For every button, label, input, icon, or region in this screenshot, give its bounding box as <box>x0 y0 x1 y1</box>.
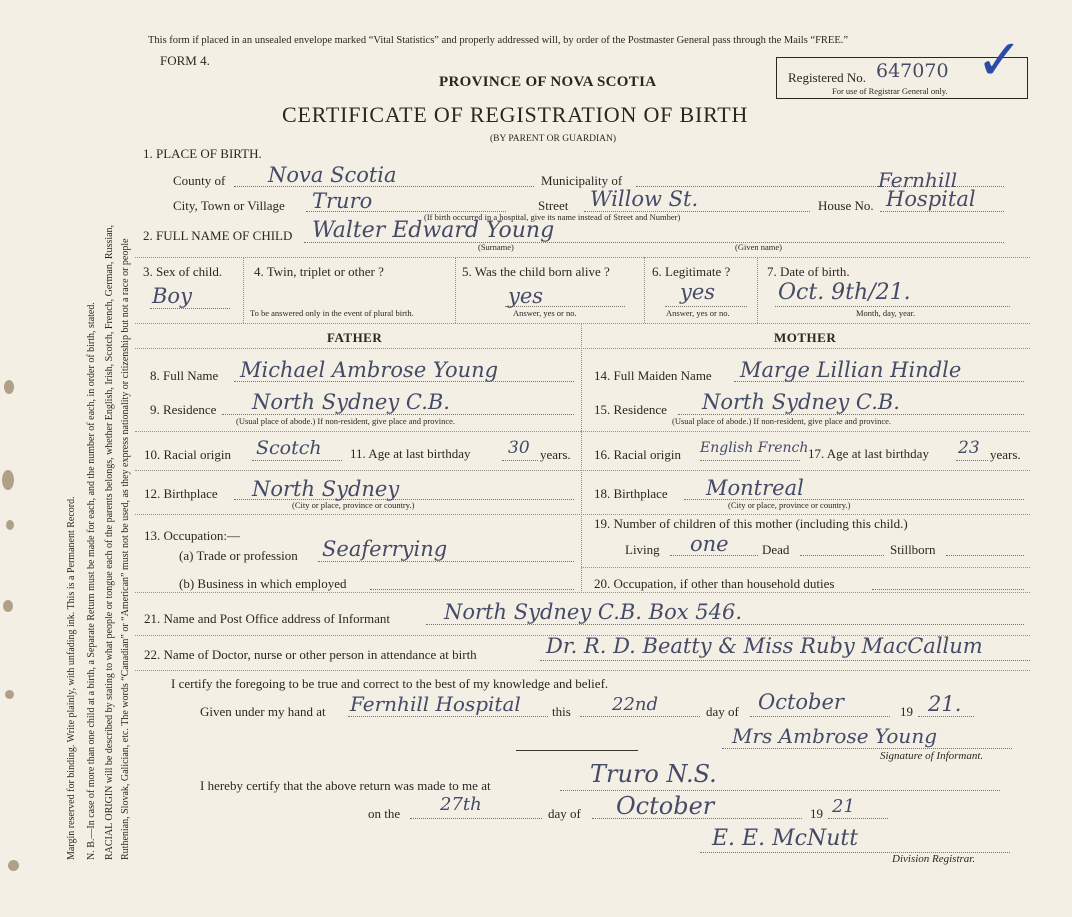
mother-name-label: 14. Full Maiden Name <box>594 368 712 383</box>
mother-racial-label: 16. Racial origin <box>594 447 682 462</box>
city-value: Truro <box>312 189 373 213</box>
father-occupation-label: 13. Occupation:— <box>144 528 241 543</box>
legitimate-label: 6. Legitimate ? <box>652 264 731 279</box>
separator-rule <box>516 750 638 751</box>
margin-note-multiple-births: N. B.—In case of more than one child at a birth, a Separate Return must be made for each, and the number of each, in order of birth, stated. <box>86 302 97 860</box>
house-above-value: Fernhill <box>878 168 958 192</box>
child-name-label: 2. FULL NAME OF CHILD <box>143 228 293 243</box>
city-label: City, Town or Village <box>173 198 285 213</box>
postal-notice: This form if placed in an unsealed envelope marked “Vital Statistics” and properly addressed will, by order of the Postmaster General pass through the Mails “FREE.” <box>148 35 849 46</box>
registered-number: 647070 <box>876 60 949 82</box>
doctor-label: 22. Name of Doctor, nurse or other person in attendance at birth <box>144 647 477 662</box>
registered-note: For use of Registrar General only. <box>832 86 948 96</box>
given-month-value: October <box>758 690 844 714</box>
registered-checkmark: ✓ <box>976 28 1023 93</box>
sex-value: Boy <box>152 284 192 308</box>
registrar-month-value: October <box>616 792 715 820</box>
place-heading: 1. PLACE OF BIRTH. <box>143 146 262 161</box>
mother-age-label: 17. Age at last birthday <box>808 446 929 461</box>
registrar-text: I hereby certify that the above return was made to me at <box>200 778 491 793</box>
father-trade-value: Seaferrying <box>322 537 448 561</box>
father-age-unit: years. <box>540 447 571 462</box>
form-number: FORM 4. <box>160 53 210 68</box>
margin-note-racial-origin: RACIAL ORIGIN will be described by stating to what people or tongue each of the parents belongs, whether English, Irish, Scotch, French, German, Russian, <box>104 224 115 860</box>
registrar-place-value: Truro N.S. <box>590 760 717 788</box>
mother-residence-label: 15. Residence <box>594 402 667 417</box>
father-heading: FATHER <box>327 330 383 345</box>
informant-label: 21. Name and Post Office address of Informant <box>144 611 390 626</box>
given-day-value: 22nd <box>612 694 659 715</box>
informant-value: North Sydney C.B. Box 546. <box>444 600 743 624</box>
legitimate-note: Answer, yes or no. <box>666 308 730 318</box>
paper-stain <box>2 470 14 490</box>
given-year-prefix: 19 <box>900 704 913 719</box>
mother-birthplace-note: (City or place, province or country.) <box>728 500 851 510</box>
paper-stain <box>4 380 14 394</box>
registrar-year-prefix: 19 <box>810 806 823 821</box>
father-business-label: (b) Business in which employed <box>179 576 347 591</box>
county-value: Nova Scotia <box>268 163 397 187</box>
paper-stain <box>8 860 19 871</box>
mother-birthplace-value: Montreal <box>706 476 804 500</box>
hospital-note: (If birth occurred in a hospital, give its name instead of Street and Number) <box>424 212 681 222</box>
father-birthplace-note: (City or place, province or country.) <box>292 500 415 510</box>
twin-note: To be answered only in the event of plural birth. <box>250 308 414 318</box>
child-name-value: Walter Edward Young <box>312 218 555 243</box>
father-racial-label: 10. Racial origin <box>144 447 232 462</box>
doctor-value: Dr. R. D. Beatty & Miss Ruby MacCallum <box>546 634 983 658</box>
registrar-on-label: on the <box>368 806 401 821</box>
house-value: Hospital <box>886 187 976 211</box>
father-residence-value: North Sydney C.B. <box>252 390 450 414</box>
mother-name-value: Marge Lillian Hindle <box>740 358 962 382</box>
informant-signature: Mrs Ambrose Young <box>732 724 937 748</box>
born-alive-note: Answer, yes or no. <box>513 308 577 318</box>
informant-signature-caption: Signature of Informant. <box>880 750 984 762</box>
given-this-label: this <box>552 704 571 719</box>
mother-occupation-label: 20. Occupation, if other than household duties <box>594 576 835 591</box>
given-name-caption: (Given name) <box>735 242 782 252</box>
twin-label: 4. Twin, triplet or other ? <box>254 264 384 279</box>
mother-heading: MOTHER <box>774 330 837 345</box>
legitimate-value: yes <box>680 280 716 304</box>
father-name-value: Michael Ambrose Young <box>240 358 499 382</box>
birth-date-value: Oct. 9th/21. <box>778 280 911 305</box>
father-trade-label: (a) Trade or profession <box>179 548 298 563</box>
born-alive-value: yes <box>508 284 544 308</box>
registrar-signature: E. E. McNutt <box>712 826 859 851</box>
mother-age-unit: years. <box>990 447 1021 462</box>
province-heading: PROVINCE OF NOVA SCOTIA <box>439 74 657 90</box>
father-birthplace-value: North Sydney <box>252 477 400 501</box>
mother-living-value: one <box>690 532 729 556</box>
surname-caption: (Surname) <box>478 242 514 252</box>
given-year-value: 21. <box>928 692 962 716</box>
given-label: Given under my hand at <box>200 704 326 719</box>
street-label: Street <box>538 198 569 213</box>
paper-stain <box>3 600 13 612</box>
county-label: County of <box>173 173 226 188</box>
margin-note-racial-origin-cont: Ruthenian, Slovak, Galician, etc. The words “Canadian” or “American” must not be used, as they express nationality or citizenship but not a race or people <box>120 238 131 860</box>
father-birthplace-label: 12. Birthplace <box>144 486 218 501</box>
certificate-subtitle: (BY PARENT OR GUARDIAN) <box>490 134 617 144</box>
birth-date-note: Month, day, year. <box>856 308 916 318</box>
birth-date-label: 7. Date of birth. <box>767 264 850 279</box>
mother-residence-note: (Usual place of abode.) If non-resident, give place and province. <box>672 416 892 426</box>
certificate-title: CERTIFICATE OF REGISTRATION OF BIRTH <box>282 102 749 127</box>
paper-stain <box>6 520 14 530</box>
mother-stillborn-label: Stillborn <box>890 542 936 557</box>
margin-note-binding: Margin reserved for binding. Write plainly, with unfading ink. This is a Permanent Record. <box>66 496 77 860</box>
mother-dead-label: Dead <box>762 542 790 557</box>
father-residence-note: (Usual place of abode.) If non-resident, give place and province. <box>236 416 456 426</box>
given-place-value: Fernhill Hospital <box>350 692 521 716</box>
mother-residence-value: North Sydney C.B. <box>702 390 900 414</box>
house-label: House No. <box>818 198 874 213</box>
born-alive-label: 5. Was the child born alive ? <box>462 264 610 279</box>
father-racial-value: Scotch <box>256 437 322 459</box>
mother-birthplace-label: 18. Birthplace <box>594 486 668 501</box>
certify-text: I certify the foregoing to be true and correct to the best of my knowledge and belief. <box>171 676 609 691</box>
registrar-year-value: 21 <box>832 796 855 817</box>
father-age-value: 30 <box>508 438 530 458</box>
father-name-label: 8. Full Name <box>150 368 219 383</box>
father-residence-label: 9. Residence <box>150 402 217 417</box>
sex-label: 3. Sex of child. <box>143 264 223 279</box>
registrar-caption: Division Registrar. <box>892 853 976 865</box>
mother-living-label: Living <box>625 542 660 557</box>
mother-age-value: 23 <box>958 438 980 458</box>
given-day-of-label: day of <box>706 704 739 719</box>
registered-label: Registered No. <box>788 70 866 85</box>
street-value: Willow St. <box>590 187 699 211</box>
father-age-label: 11. Age at last birthday <box>350 446 471 461</box>
registrar-day-of-label: day of <box>548 806 581 821</box>
mother-children-label: 19. Number of children of this mother (including this child.) <box>594 516 908 531</box>
paper-stain <box>5 690 14 699</box>
registrar-day-value: 27th <box>440 794 482 815</box>
mother-racial-value: English French <box>700 440 809 456</box>
municipality-label: Municipality of <box>541 173 623 188</box>
